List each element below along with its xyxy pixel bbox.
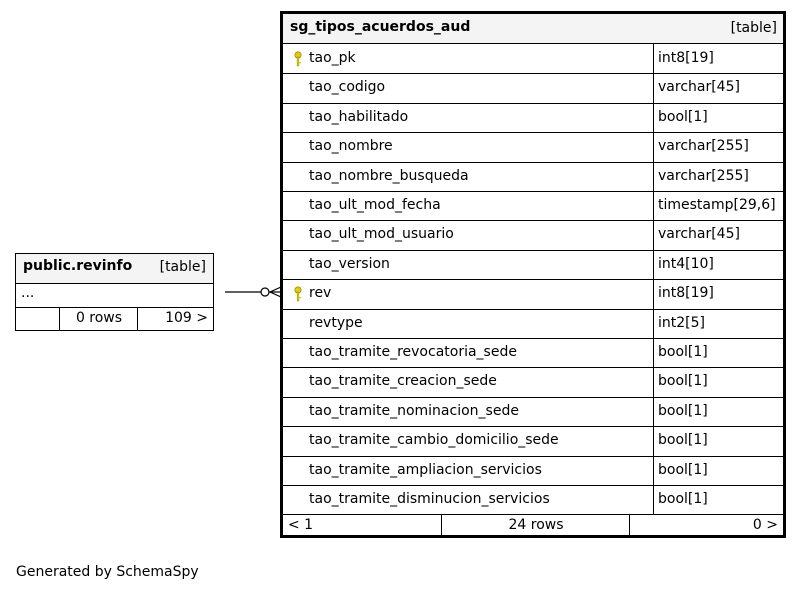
table-footer: [283, 514, 783, 538]
sg-tipos-acuerdos-aud-table[interactable]: [280, 11, 786, 538]
column-type: bool[1]: [658, 108, 708, 125]
column-divider: [653, 309, 654, 338]
column-type: timestamp[29,6]: [658, 197, 776, 213]
column-divider: [653, 426, 654, 455]
column-type: bool[1]: [658, 432, 708, 449]
column-name: tao_tramite_disminucion_servicios: [309, 491, 550, 507]
column-row[interactable]: [283, 338, 783, 368]
column-type: bool[1]: [658, 461, 708, 478]
column-name: tao_tramite_nominacion_sede: [309, 402, 519, 419]
column-type: varchar[45]: [658, 226, 740, 243]
column-name: revtype: [309, 314, 363, 331]
column-divider: [653, 338, 654, 367]
column-row[interactable]: [283, 191, 783, 221]
column-row[interactable]: [283, 367, 783, 397]
column-row[interactable]: [283, 397, 783, 427]
column-row[interactable]: [283, 132, 783, 162]
revinfo-ellipsis: ...: [21, 285, 35, 301]
column-row[interactable]: [283, 426, 783, 456]
column-type: varchar[255]: [658, 167, 749, 184]
revinfo-table[interactable]: [15, 253, 214, 331]
table-title[interactable]: sg_tipos_acuerdos_aud: [290, 19, 471, 35]
column-row[interactable]: [283, 309, 783, 339]
column-name: tao_codigo: [309, 79, 386, 96]
column-type: varchar[45]: [658, 79, 740, 96]
revinfo-header: [16, 254, 213, 284]
revinfo-footer: [16, 308, 213, 330]
column-row[interactable]: [283, 456, 783, 486]
column-type: int8[19]: [658, 285, 714, 302]
column-name: tao_tramite_ampliacion_servicios: [309, 461, 542, 478]
column-type: bool[1]: [658, 491, 708, 507]
column-divider: [653, 132, 654, 161]
column-divider: [653, 397, 654, 426]
column-name: tao_ult_mod_fecha: [309, 197, 441, 213]
primary-key-icon: [292, 286, 304, 302]
column-divider: [653, 279, 654, 308]
column-row[interactable]: [283, 250, 783, 280]
footer-divider: [629, 514, 630, 538]
column-name: tao_nombre: [309, 138, 393, 155]
column-divider: [653, 73, 654, 102]
column-type: int2[5]: [658, 314, 705, 331]
row-count: 24 rows: [508, 517, 564, 533]
column-row[interactable]: [283, 73, 783, 103]
column-row[interactable]: [283, 103, 783, 133]
column-divider: [653, 191, 654, 220]
column-row[interactable]: [283, 44, 783, 74]
column-name: tao_nombre_busqueda: [309, 167, 469, 184]
column-type: bool[1]: [658, 344, 708, 360]
column-type: bool[1]: [658, 402, 708, 419]
revinfo-columns-collapsed: [16, 284, 213, 308]
primary-key-icon: [292, 51, 304, 67]
table-kind: [table]: [730, 20, 777, 36]
column-divider: [653, 220, 654, 249]
revinfo-title[interactable]: public.revinfo: [23, 258, 133, 274]
column-row[interactable]: [283, 279, 783, 309]
column-divider: [653, 456, 654, 485]
column-divider: [653, 103, 654, 132]
column-name: tao_tramite_cambio_domicilio_sede: [309, 432, 559, 449]
column-type: int4[10]: [658, 255, 714, 272]
column-name: tao_tramite_creacion_sede: [309, 373, 497, 390]
table-header: [283, 14, 783, 44]
column-row[interactable]: [283, 485, 783, 515]
column-divider: [653, 250, 654, 279]
revinfo-footer-divider: [137, 308, 138, 330]
column-divider: [653, 367, 654, 396]
column-name: tao_ult_mod_usuario: [309, 226, 454, 243]
column-row[interactable]: [283, 162, 783, 192]
column-name: tao_pk: [309, 50, 356, 66]
revinfo-kind: [table]: [159, 259, 206, 275]
generated-by-note: Generated by SchemaSpy: [16, 564, 199, 580]
children-link[interactable]: 0 >: [752, 517, 778, 533]
parents-link[interactable]: < 1: [288, 517, 314, 533]
column-type: bool[1]: [658, 373, 708, 390]
column-divider: [653, 44, 654, 73]
column-name: tao_tramite_revocatoria_sede: [309, 344, 517, 360]
revinfo-row-count: 0 rows: [75, 310, 123, 326]
column-divider: [653, 485, 654, 514]
column-name: tao_habilitado: [309, 108, 409, 125]
column-divider: [653, 162, 654, 191]
column-row[interactable]: [283, 220, 783, 250]
column-type: int8[19]: [658, 50, 714, 66]
column-name: rev: [309, 285, 332, 302]
column-name: tao_version: [309, 255, 390, 272]
revinfo-children-link[interactable]: 109 >: [165, 310, 208, 326]
column-type: varchar[255]: [658, 138, 749, 155]
